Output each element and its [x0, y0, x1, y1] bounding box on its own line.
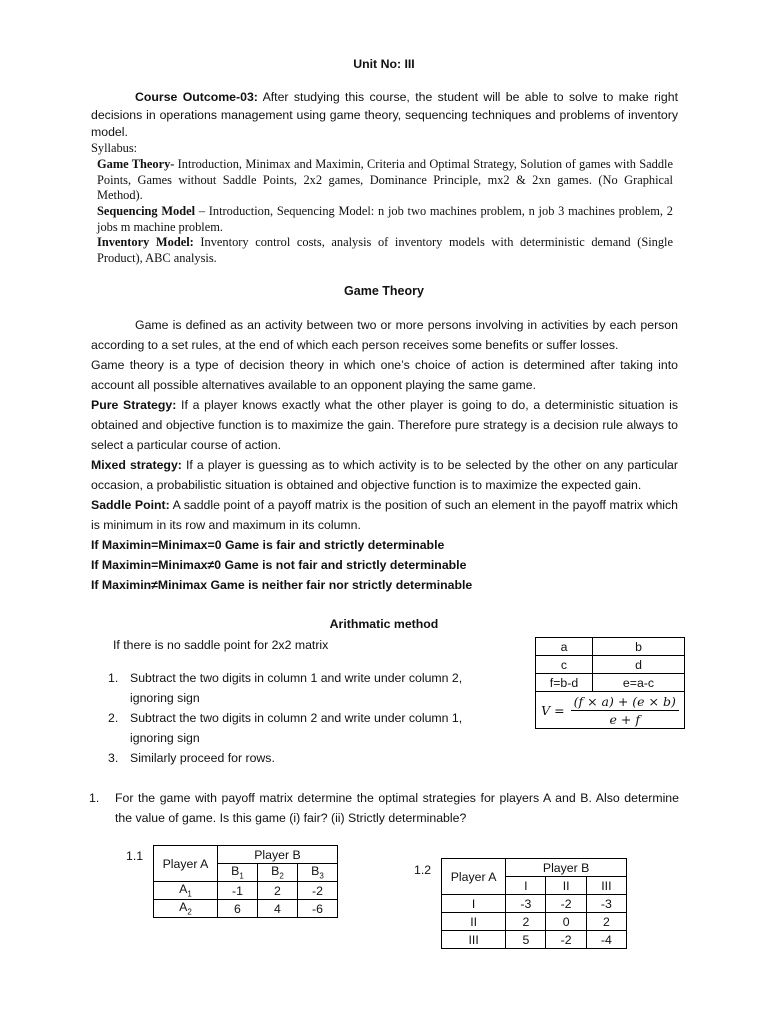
column-header: I	[506, 877, 546, 895]
value-formula-cell	[536, 692, 685, 729]
formula-lhs: V =	[541, 702, 565, 718]
section-heading-game-theory: Game Theory	[344, 284, 424, 298]
payoff-cell: -3	[586, 895, 626, 913]
column-header: II	[546, 877, 586, 895]
formula-denominator: e + f	[609, 711, 640, 727]
payoff-matrix-1-2	[441, 858, 627, 949]
payoff-matrix-1-1	[153, 845, 338, 918]
arithmetic-steps	[108, 668, 486, 768]
column-header: $B_2$	[257, 864, 297, 882]
mixed-strategy-paragraph	[91, 455, 678, 495]
game-theory-body	[91, 315, 678, 595]
unit-title: Unit No: III	[353, 57, 415, 71]
syllabus-item-text: Introduction, Minimax and Maximin, Criteria and Optimal Strategy, Solution of games with Saddle Points, Games without Saddle Points, 2x2 games, Dominance Principle, mx2 & 2xn games. (No Graphical Method).	[97, 157, 673, 202]
payoff-cell: -1	[217, 882, 257, 900]
payoff-cell: 4	[257, 900, 297, 918]
formula-fraction	[571, 694, 679, 727]
rule-neither: If Maximin≠Minimax Game is neither fair nor strictly determinable	[91, 578, 473, 592]
table-row	[442, 931, 627, 949]
table-row	[442, 913, 627, 931]
mixed-strategy-text: If a player is guessing as to which activity is to be selected by the other on any particular occasion, a probabilistic situation is obtained and objective function is to maximize the expected gain.	[91, 458, 678, 492]
formula-cell: a	[536, 638, 593, 656]
payoff-cell: -2	[297, 882, 337, 900]
arithmetic-step: 3. Similarly proceed for rows.	[108, 751, 275, 765]
course-outcome-text: After studying this course, the student will be able to solve to make right decisions in operations management using game theory, sequencing techniques and problems of inventory model.	[91, 90, 678, 139]
table-row	[154, 882, 338, 900]
payoff-cell: 0	[546, 913, 586, 931]
question-number: 1.	[89, 791, 100, 805]
syllabus-item-sequencing	[97, 204, 673, 235]
payoff-cell: -2	[546, 931, 586, 949]
row-header: $A_1$	[154, 882, 218, 900]
saddle-point-text: A saddle point of a payoff matrix is the position of such an element in the payoff matrix which is minimum in its row and maximum in its column.	[91, 498, 679, 532]
table-label-1-1: 1.1	[126, 849, 144, 863]
game-theory-decision: Game theory is a type of decision theory in which one’s choice of action is determined after taking into account all possible alternatives available to an opponent playing the same game.	[91, 358, 678, 392]
mixed-strategy-label: Mixed strategy:	[91, 458, 182, 472]
saddle-point-paragraph	[91, 495, 678, 535]
col-player-header: Player B	[506, 859, 627, 877]
question-text: For the game with payoff matrix determine the optimal strategies for players A and B. Also determine the value of game. Is this game (i) fair? (ii) Strictly determinable?	[115, 791, 679, 825]
payoff-cell: -3	[506, 895, 546, 913]
row-header: II	[442, 913, 506, 931]
payoff-cell: 5	[506, 931, 546, 949]
pure-strategy-text: If a player knows exactly what the other player is going to do, a deterministic situation is obtained and objective function is to maximize the gain. Therefore pure strategy is a decision rule always to select a particular course of action.	[91, 398, 678, 452]
arithmetic-condition: If there is no saddle point for 2x2 matrix	[113, 638, 329, 652]
payoff-cell: -4	[586, 931, 626, 949]
game-definition: Game is defined as an activity between two or more persons involving in activities by each person according to a set rules, at the end of which each person receives some benefits or suffer losses.	[91, 318, 678, 352]
arithmetic-step: 2. Subtract the two digits in column 2 and write under column 1, ignoring sign	[108, 711, 463, 745]
table-row	[154, 900, 338, 918]
formula-table	[535, 637, 685, 729]
pure-strategy-paragraph	[91, 395, 678, 455]
syllabus-item-text: Inventory control costs, analysis of inventory models with deterministic demand (Single Product), ABC analysis.	[97, 235, 673, 265]
formula-numerator: (f × a) + (e × b)	[571, 694, 679, 711]
section-heading-arithmetic: Arithmatic method	[329, 617, 439, 631]
payoff-cell: 2	[506, 913, 546, 931]
syllabus-item-label: Game Theory-	[97, 157, 175, 171]
row-header: I	[442, 895, 506, 913]
course-outcome	[91, 89, 678, 142]
syllabus-item-text: – Introduction, Sequencing Model: n job two machines problem, n job 3 machines problem, 2 jobs m machine problem.	[97, 204, 673, 234]
payoff-cell: -6	[297, 900, 337, 918]
row-player-header: Player A	[442, 859, 506, 895]
arithmetic-steps-list	[108, 668, 486, 768]
rule-not-fair-strict: If Maximin=Minimax≠0 Game is not fair and strictly determinable	[91, 558, 467, 572]
formula-cell: c	[536, 656, 593, 674]
payoff-cell: -2	[546, 895, 586, 913]
column-header: $B_3$	[297, 864, 337, 882]
pure-strategy-label: Pure Strategy:	[91, 398, 177, 412]
syllabus-item-label: Inventory Model:	[97, 235, 194, 249]
row-header: $A_2$	[154, 900, 218, 918]
arithmetic-step: 1. Subtract the two digits in column 1 and write under column 2, ignoring sign	[108, 671, 463, 705]
formula-cell: f=b-d	[536, 674, 593, 692]
value-formula	[536, 694, 684, 727]
formula-cell: d	[592, 656, 684, 674]
course-outcome-label: Course Outcome-03:	[135, 90, 258, 104]
syllabus-item-inventory	[97, 235, 673, 266]
row-player-header: Player A	[154, 846, 218, 882]
question	[89, 788, 679, 828]
col-player-header: Player B	[217, 846, 337, 864]
formula-cell: e=a-c	[592, 674, 684, 692]
table-row	[442, 895, 627, 913]
rule-fair-strict: If Maximin=Minimax=0 Game is fair and strictly determinable	[91, 538, 445, 552]
table-label-1-2: 1.2	[414, 863, 432, 877]
payoff-cell: 6	[217, 900, 257, 918]
payoff-cell: 2	[586, 913, 626, 931]
column-header: III	[586, 877, 626, 895]
row-header: III	[442, 931, 506, 949]
payoff-cell: 2	[257, 882, 297, 900]
syllabus-item-game-theory	[97, 157, 673, 204]
syllabus-heading: Syllabus:	[91, 141, 138, 155]
column-header: $B_1$	[217, 864, 257, 882]
syllabus-item-label: Sequencing Model	[97, 204, 196, 218]
saddle-point-label: Saddle Point:	[91, 498, 170, 512]
formula-cell: b	[592, 638, 684, 656]
